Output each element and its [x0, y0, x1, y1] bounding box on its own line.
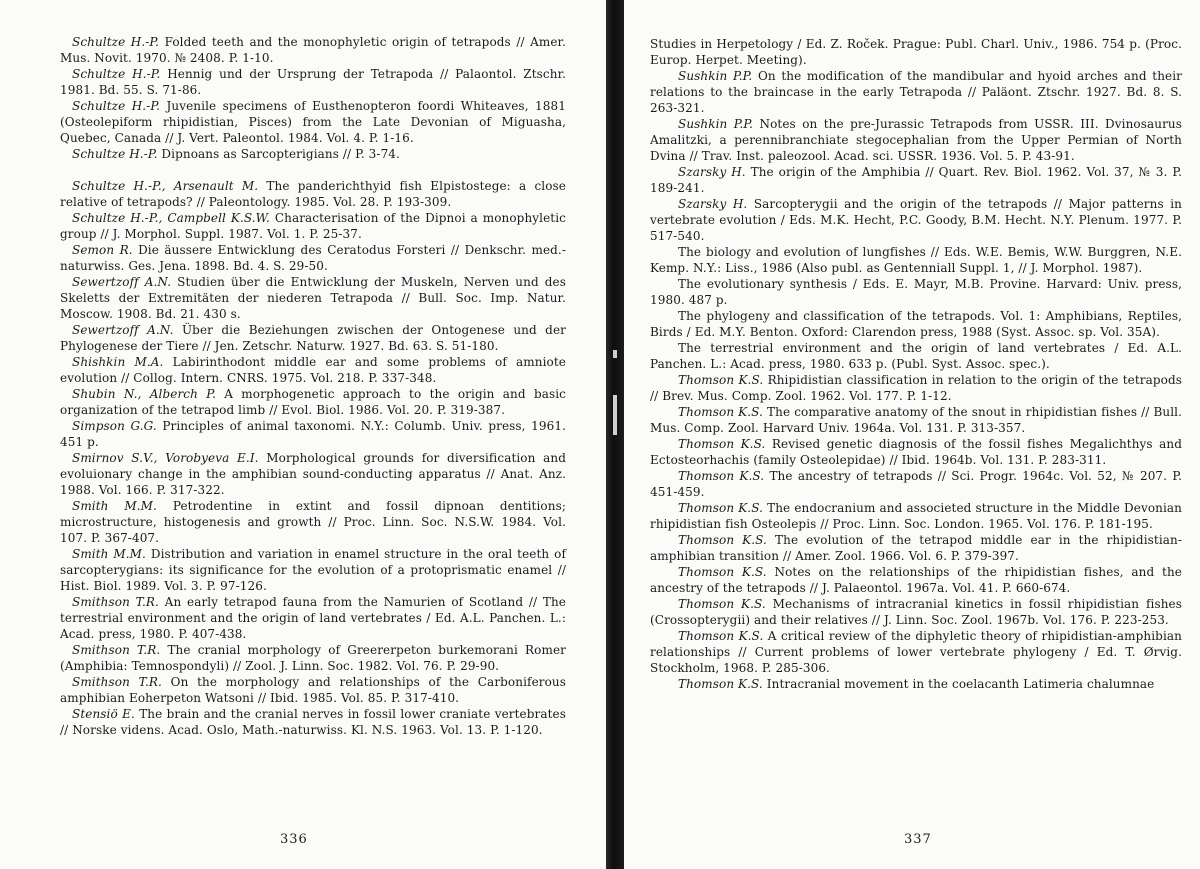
- reference-author: Smirnov S.V., Vorobyeva E.I.: [72, 451, 259, 465]
- reference-author: Thomson K.S.: [678, 405, 763, 419]
- reference-text: Sarcopterygii and the origin of the tetrapods // Major patterns in vertebrate evolution / Eds. M.K. Hecht, P.C. Goody, B.M. Hecht. N.Y. Plenum. 1977. P. 517-540.: [650, 197, 1182, 243]
- reference-author: Thomson K.S.: [678, 565, 767, 579]
- reference-author: Schultze H.-P., Arsenault M.: [72, 179, 258, 193]
- reference-author: Thomson K.S.: [678, 373, 763, 387]
- reference-author: Szarsky H.: [678, 197, 747, 211]
- reference-author: Schultze H.-P., Campbell K.S.W.: [72, 211, 270, 225]
- reference-author: Sushkin P.P.: [678, 117, 753, 131]
- reference-entry: [60, 386, 566, 418]
- reference-text: The panderichthyid fish Elpistostege: a close relative of tetrapods? // Paleontology. 1985. Vol. 28. P. 193-309.: [60, 179, 566, 209]
- reference-text: Die äussere Entwicklung des Ceratodus Forsteri // Denkschr. med.-naturwiss. Ges. Jena. 1898. Bd. 4. S. 29-50.: [60, 243, 566, 273]
- reference-text: Folded teeth and the monophyletic origin of tetrapods // Amer. Mus. Novit. 1970. № 2408. P. 1-10.: [60, 35, 566, 65]
- reference-text: Petrodentine in extint and fossil dipnoan dentitions; microstructure, histogenesis and growth // Proc. Linn. Soc. N.S.W. 1984. Vol. 107. P. 367-407.: [60, 499, 566, 545]
- reference-author: Schultze H.-P.: [72, 147, 158, 161]
- reference-text: The brain and the cranial nerves in fossil lower craniate vertebrates // Norske videns. Acad. Oslo, Math.-naturwiss. Kl. N.S. 1963. Vol. 13. P. 1-120.: [60, 707, 566, 737]
- reference-entry: [60, 34, 566, 66]
- reference-text: Notes on the relationships of the rhipidistian fishes, and the ancestry of the tetrapods // J. Palaeontol. 1967a. Vol. 41. P. 660-674.: [650, 565, 1182, 595]
- reference-list: [650, 36, 1182, 692]
- reference-entry: [60, 498, 566, 546]
- reference-entry: [60, 242, 566, 274]
- reference-entry: [650, 372, 1182, 404]
- reference-author: Thomson K.S.: [678, 597, 766, 611]
- reference-text: The biology and evolution of lungfishes // Eds. W.E. Bemis, W.W. Burggren, N.E. Kemp. N.Y.: Liss., 1986 (Also publ. as Gentenniall Suppl. 1, // J. Morphol. 1987).: [650, 245, 1182, 275]
- reference-text: The evolutionary synthesis / Eds. E. Mayr, M.B. Provine. Harvard: Univ. press, 1980. 487 p.: [650, 277, 1182, 307]
- reference-entry: [650, 468, 1182, 500]
- gutter-mark: [613, 350, 617, 358]
- reference-entry: [60, 274, 566, 322]
- reference-text: The cranial morphology of Greererpeton burkemorani Romer (Amphibia: Temnospondyli) // Zool. J. Linn. Soc. 1982. Vol. 76. P. 29-90.: [60, 643, 566, 673]
- reference-author: Sewertzoff A.N.: [72, 275, 171, 289]
- reference-entry: [650, 196, 1182, 244]
- reference-author: Stensiö E.: [72, 707, 135, 721]
- reference-entry: [60, 322, 566, 354]
- reference-author: Smith M.M.: [72, 547, 146, 561]
- reference-text: Mechanisms of intracranial kinetics in fossil rhipidistian fishes (Crossopterygii) and their relatives // J. Linn. Soc. Zool. 1967b. Vol. 176. P. 223-253.: [650, 597, 1182, 627]
- reference-entry: [650, 308, 1182, 340]
- reference-author: Smithson T.R.: [72, 643, 160, 657]
- reference-text: On the morphology and relationships of the Carboniferous amphibian Eoherpeton Watsoni // Ibid. 1985. Vol. 85. P. 317-410.: [60, 675, 566, 705]
- reference-text: Studien über die Entwicklung der Muskeln, Nerven und des Skeletts der Extremitäten der niederen Tetrapoda // Bull. Soc. Imp. Natur. Moscow. 1908. Bd. 21. 430 s.: [60, 275, 566, 321]
- reference-author: Smithson T.R.: [72, 595, 159, 609]
- reference-author: Sushkin P.P.: [678, 69, 752, 83]
- page-number: 337: [904, 832, 932, 847]
- reference-entry: [60, 98, 566, 146]
- reference-text: Morphological grounds for diversification and evoluionary change in the amphibian sound-conducting apparatus // Anat. Anz. 1988. Vol. 166. P. 317-322.: [60, 451, 566, 497]
- reference-entry: [60, 546, 566, 594]
- reference-text: The ancestry of tetrapods // Sci. Progr. 1964c. Vol. 52, № 207. P. 451-459.: [650, 469, 1182, 499]
- reference-list: [60, 178, 566, 738]
- reference-list-top: [60, 34, 566, 162]
- reference-text: Rhipidistian classification in relation to the origin of the tetrapods // Brev. Mus. Comp. Zool. 1962. Vol. 177. P. 1-12.: [650, 373, 1182, 403]
- reference-author: Thomson K.S.: [678, 629, 763, 643]
- reference-entry: [60, 594, 566, 642]
- reference-entry: [650, 164, 1182, 196]
- reference-entry: [60, 642, 566, 674]
- reference-text: A morphogenetic approach to the origin and basic organization of the tetrapod limb // Evol. Biol. 1986. Vol. 20. P. 319-387.: [60, 387, 566, 417]
- reference-author: Smith M.M.: [72, 499, 157, 513]
- reference-entry: [650, 404, 1182, 436]
- reference-entry: [650, 340, 1182, 372]
- reference-author: Schultze H.-P.: [72, 99, 160, 113]
- reference-text: The origin of the Amphibia // Quart. Rev. Biol. 1962. Vol. 37, № 3. P. 189-241.: [650, 165, 1182, 195]
- reference-text: Notes on the pre-Jurassic Tetrapods from USSR. III. Dvinosaurus Amalitzki, a perennibranchiate stegocephalian from the Upper Permian of North Dvina // Trav. Inst. paleozool. Acad. sci. USSR. 1936. Vol. 5. P. 43-91.: [650, 117, 1182, 163]
- reference-author: Thomson K.S.: [678, 533, 767, 547]
- reference-entry: [60, 66, 566, 98]
- reference-entry: [650, 436, 1182, 468]
- reference-text: Labirinthodont middle ear and some problems of amniote evolution // Collog. Intern. CNRS. 1975. Vol. 218. P. 337-348.: [60, 355, 566, 385]
- reference-text: Hennig und der Ursprung der Tetrapoda // Palaontol. Ztschr. 1981. Bd. 55. S. 71-86.: [60, 67, 566, 97]
- reference-text: The phylogeny and classification of the tetrapods. Vol. 1: Amphibians, Reptiles, Birds / Ed. M.Y. Benton. Oxford: Clarendon press, 1988 (Syst. Assoc. sp. Vol. 35A).: [650, 309, 1182, 339]
- reference-entry: [60, 450, 566, 498]
- reference-author: Smithson T.R.: [72, 675, 162, 689]
- reference-entry: [60, 418, 566, 450]
- gutter-mark: [613, 395, 617, 435]
- reference-author: Schultze H.-P.: [72, 35, 159, 49]
- reference-entry: [650, 564, 1182, 596]
- reference-text: Juvenile specimens of Eusthenopteron foordi Whiteaves, 1881 (Osteolepiform rhipidistian, Pisces) from the Late Devonian of Miguasha, Quebec, Canada // J. Vert. Paleontol. 1984. Vol. 4. P. 1-16.: [60, 99, 566, 145]
- reference-author: Shishkin M.A.: [72, 355, 163, 369]
- reference-entry: [650, 532, 1182, 564]
- reference-entry: [650, 276, 1182, 308]
- right-page: [624, 0, 1200, 869]
- reference-entry: [650, 676, 1182, 692]
- reference-author: Shubin N., Alberch P.: [72, 387, 216, 401]
- reference-author: Thomson K.S.: [678, 469, 764, 483]
- reference-entry: [650, 116, 1182, 164]
- reference-entry: [60, 706, 566, 738]
- reference-entry: [60, 178, 566, 210]
- reference-gap: [60, 162, 566, 178]
- reference-author: Thomson K.S.: [678, 677, 763, 691]
- reference-entry: [650, 244, 1182, 276]
- reference-entry: [650, 596, 1182, 628]
- reference-entry: [60, 210, 566, 242]
- reference-author: Thomson K.S.: [678, 437, 765, 451]
- reference-text: On the modification of the mandibular and hyoid arches and their relations to the braincase in the early Tetrapoda // Paläont. Ztschr. 1927. Bd. 8. S. 263-321.: [650, 69, 1182, 115]
- reference-text: Studies in Herpetology / Ed. Z. Roček. Prague: Publ. Charl. Univ., 1986. 754 p. (Proc. Europ. Herpet. Meeting).: [650, 37, 1182, 67]
- reference-text: Revised genetic diagnosis of the fossil fishes Megalichthys and Ectosteorhachis (family Osteolepidae) // Ibid. 1964b. Vol. 131. P. 283-311.: [650, 437, 1182, 467]
- reference-text: The comparative anatomy of the snout in rhipidistian fishes // Bull. Mus. Comp. Zool. Harvard Univ. 1964a. Vol. 131. P. 313-357.: [650, 405, 1182, 435]
- reference-entry: [60, 146, 566, 162]
- reference-entry: [650, 500, 1182, 532]
- reference-text: An early tetrapod fauna from the Namurien of Scotland // The terrestrial environment and the origin of land vertebrates / Ed. A.L. Panchen. L.: Acad. press, 1980. P. 407-438.: [60, 595, 566, 641]
- reference-author: Simpson G.G.: [72, 419, 157, 433]
- reference-entry: [650, 68, 1182, 116]
- reference-text: Distribution and variation in enamel structure in the oral teeth of sarcopterygians: its significance for the evolution of a protoprismatic enamel // Hist. Biol. 1989. Vol. 3. P. 97-126.: [60, 547, 566, 593]
- reference-continuation: [650, 36, 1182, 68]
- left-page: [0, 0, 606, 869]
- reference-text: The terrestrial environment and the origin of land vertebrates / Ed. A.L. Panchen. L.: Acad. press, 1980. 633 p. (Publ. Syst. Assoc. spec.).: [650, 341, 1182, 371]
- reference-author: Semon R.: [72, 243, 133, 257]
- reference-entry: [650, 628, 1182, 676]
- page-number: 336: [280, 832, 308, 847]
- reference-author: Thomson K.S.: [678, 501, 763, 515]
- reference-text: A critical review of the diphyletic theory of rhipidistian-amphibian relationships // Current problems of lower vertebrate phylogeny / Ed. T. Ørvig. Stockholm, 1968. P. 285-306.: [650, 629, 1182, 675]
- reference-text: Principles of animal taxonomi. N.Y.: Columb. Univ. press, 1961. 451 p.: [60, 419, 566, 449]
- reference-author: Szarsky H.: [678, 165, 746, 179]
- reference-text: Über die Beziehungen zwischen der Ontogenese und der Phylogenese der Tiere // Jen. Zetschr. Naturw. 1927. Bd. 63. S. 51-180.: [60, 323, 566, 353]
- reference-text: Intracranial movement in the coelacanth Latimeria chalumnae: [767, 677, 1155, 691]
- reference-entry: [60, 354, 566, 386]
- reference-author: Sewertzoff A.N.: [72, 323, 174, 337]
- reference-author: Schultze H.-P.: [72, 67, 160, 81]
- reference-text: Dipnoans as Sarcopterigians // P. 3-74.: [161, 147, 400, 161]
- reference-text: Characterisation of the Dipnoi a monophyletic group // J. Morphol. Suppl. 1987. Vol. 1. P. 25-37.: [60, 211, 566, 241]
- reference-entry: [60, 674, 566, 706]
- reference-text: The endocranium and associeted structure in the Middle Devonian rhipidistian fish Osteolepis // Proc. Linn. Soc. London. 1965. Vol. 176. P. 181-195.: [650, 501, 1182, 531]
- reference-text: The evolution of the tetrapod middle ear in the rhipidistian-amphibian transition // Amer. Zool. 1966. Vol. 6. P. 379-397.: [650, 533, 1182, 563]
